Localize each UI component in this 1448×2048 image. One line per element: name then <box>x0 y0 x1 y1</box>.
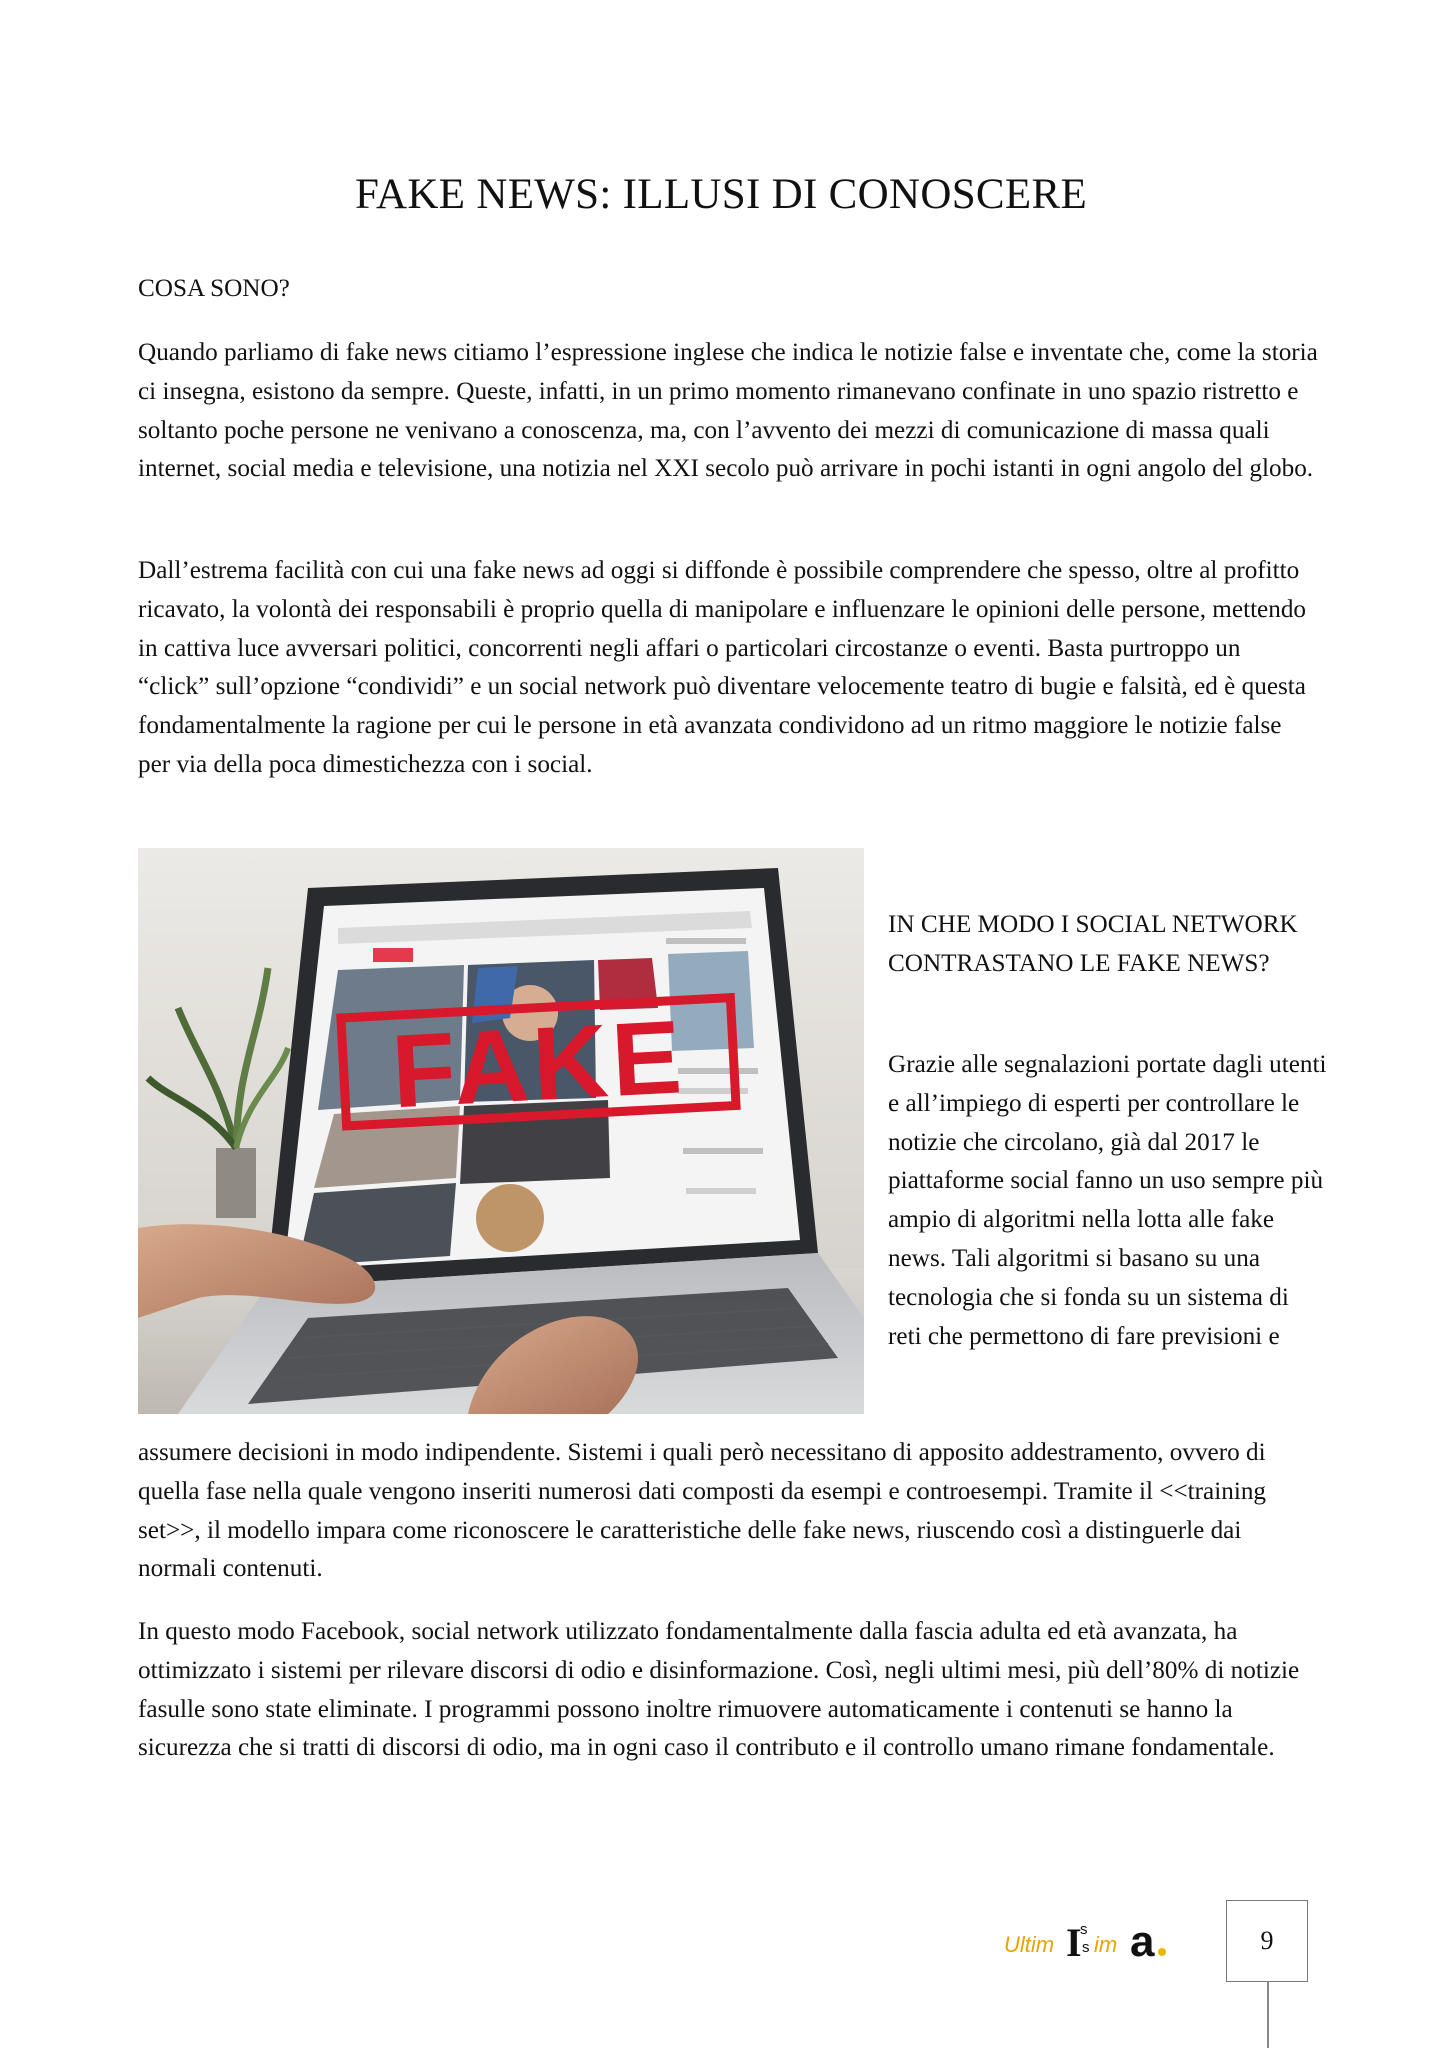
svg-text:s: s <box>1080 1921 1088 1938</box>
svg-text:Ultim: Ultim <box>1004 1932 1055 1957</box>
page-title: FAKE NEWS: ILLUSI DI CONOSCERE <box>355 171 1088 218</box>
page-number: 9 <box>1260 1926 1274 1955</box>
section-heading-cosa-sono: COSA SONO? <box>138 275 290 302</box>
section-heading-social-network: IN CHE MODO I SOCIAL NETWORK CONTRASTANO LE FAKE NEWS? <box>888 911 1298 977</box>
svg-text:a: a <box>1130 1917 1155 1964</box>
page-number-box <box>1226 1900 1308 1982</box>
fake-news-laptop-image <box>138 848 864 1414</box>
paragraph-algorithms-side: Grazie alle segnalazioni portate dagli utenti e all’impiego di esperti per controllare le notizie che circolano, già dal 2017 le piattaforme social fanno un uso sempre più ampio di algoritmi nella lotta alle fake news. Tali algoritmi si basano su una tecnologia che si fonda su un sistema di reti che permettono di fare previsioni e <box>888 1051 1327 1350</box>
page-number-rule <box>1267 1981 1269 2048</box>
svg-text:im: im <box>1094 1932 1118 1957</box>
svg-text:s: s <box>1082 1939 1090 1956</box>
paragraph-facebook: In questo modo Facebook, social network utilizzato fondamentalmente dalla fascia adulta ed età avanzata, ha ottimizzato i sistemi per rilevare discorsi di odio e disinformazione. Così, negli ultimi mesi, più dell’80% di notizie fasulle sono state eliminate. I programmi possono inoltre rimuovere automaticamente i contenuti se hanno la sicurezza che si tratti di discorsi di odio, ma in ogni caso il contributo e il controllo umano rimane fondamentale. <box>138 1618 1300 1762</box>
paragraph-intro: Quando parliamo di fake news citiamo l’espressione inglese che indica le notizie false e inventate che, come la storia ci insegna, esistono da sempre. Queste, infatti, in un primo momento rimanevano confinate in uno spazio ristretto e soltanto poche persone ne venivano a conoscenza, ma, con l’avvento dei mezzi di comunicazione di massa quali internet, social media e televisione, una notizia nel XXI secolo può arrivare in pochi istanti in ogni angolo del globo. <box>138 339 1318 483</box>
paragraph-diffusion: Dall’estrema facilità con cui una fake news ad oggi si diffonde è possibile comprendere che spesso, oltre al profitto ricavato, la volontà dei responsabili è proprio quella di manipolare e influenzare le opinioni delle persone, mettendo in cattiva luce avversari politici, concorrenti negli affari o particolari circostanze o eventi. Basta purtroppo un “click” sull’opzione “condividi” e un social network può diventare velocemente teatro di bugie e falsità, ed è questa fondamentalmente la ragione per cui le persone in età avanzata condividono ad un ritmo maggiore le notizie false per via della poca dimestichezza con i social. <box>138 557 1307 778</box>
paragraph-algorithms-continued: assumere decisioni in modo indipendente. Sistemi i quali però necessitano di apposito addestramento, ovvero di quella fase nella quale vengono inseriti numerosi dati composti da esempi e controesempi. Tramite il <<training set>>, il modello impara come riconoscere le caratteristiche delle fake news, riuscendo così a distinguerle dai normali contenuti. <box>138 1439 1267 1583</box>
svg-text:FAKE: FAKE <box>389 999 689 1131</box>
svg-text:I: I <box>1066 1920 1082 1964</box>
fake-stamp <box>341 997 737 1133</box>
ultimissima-logo <box>1002 1912 1192 1964</box>
